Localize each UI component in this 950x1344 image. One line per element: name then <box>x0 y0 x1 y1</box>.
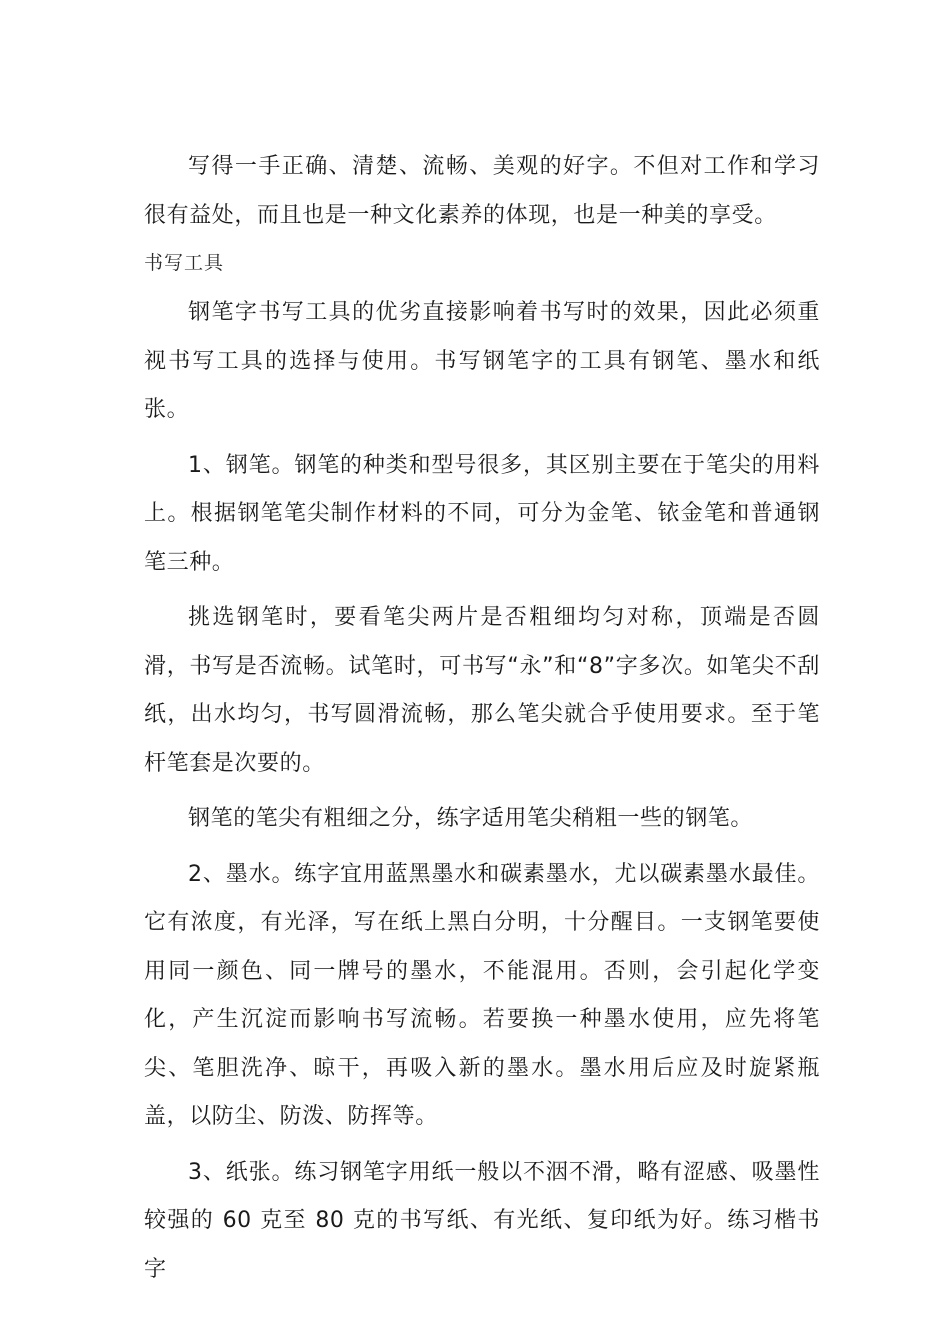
paragraph-tools-overview: 钢笔字书写工具的优劣直接影响着书写时的效果，因此必须重视书写工具的选择与使用。书写钢笔字的工具有钢笔、墨水和纸张。 <box>144 300 820 422</box>
intro-paragraph: 写得一手正确、清楚、流畅、美观的好字。不但对工作和学习很有益处，而且也是一种文化素养的体现，也是一种美的享受。 <box>144 154 820 228</box>
paragraph-pen-selection: 挑选钢笔时，要看笔尖两片是否粗细均匀对称，顶端是否圆滑，书写是否流畅。试笔时，可书写“永”和“8”字多次。如笔尖不刮纸，出水均匀，书写圆滑流畅，那么笔尖就合乎使用要求。至于笔杆笔套是次要的。 <box>144 605 820 776</box>
paragraph-ink: 2、墨水。练字宜用蓝黑墨水和碳素墨水，尤以碳素墨水最佳。它有浓度，有光泽，写在纸上黑白分明，十分醒目。一支钢笔要使用同一颜色、同一牌号的墨水，不能混用。否则，会引起化学变化，产生沉淀而影响书写流畅。若要换一种墨水使用，应先将笔尖、笔胆洗净、晾干，再吸入新的墨水。墨水用后应及时旋紧瓶盖，以防尘、防泼、防挥等。 <box>144 861 820 1129</box>
section-heading: 书写工具 <box>144 252 225 274</box>
paragraph-paper: 3、纸张。练习钢笔字用纸一般以不洇不滑，略有涩感、吸墨性较强的 60 克至 80 克的书写纸、有光纸、复印纸为好。练习楷书字 <box>144 1159 820 1282</box>
paragraph-pen-nib: 钢笔的笔尖有粗细之分，练字适用笔尖稍粗一些的钢笔。 <box>188 806 754 831</box>
paragraph-pen: 1、钢笔。钢笔的种类和型号很多，其区别主要在于笔尖的用料上。根据钢笔笔尖制作材料的不同，可分为金笔、铱金笔和普通钢笔三种。 <box>144 452 820 575</box>
document-body <box>144 143 820 1294</box>
